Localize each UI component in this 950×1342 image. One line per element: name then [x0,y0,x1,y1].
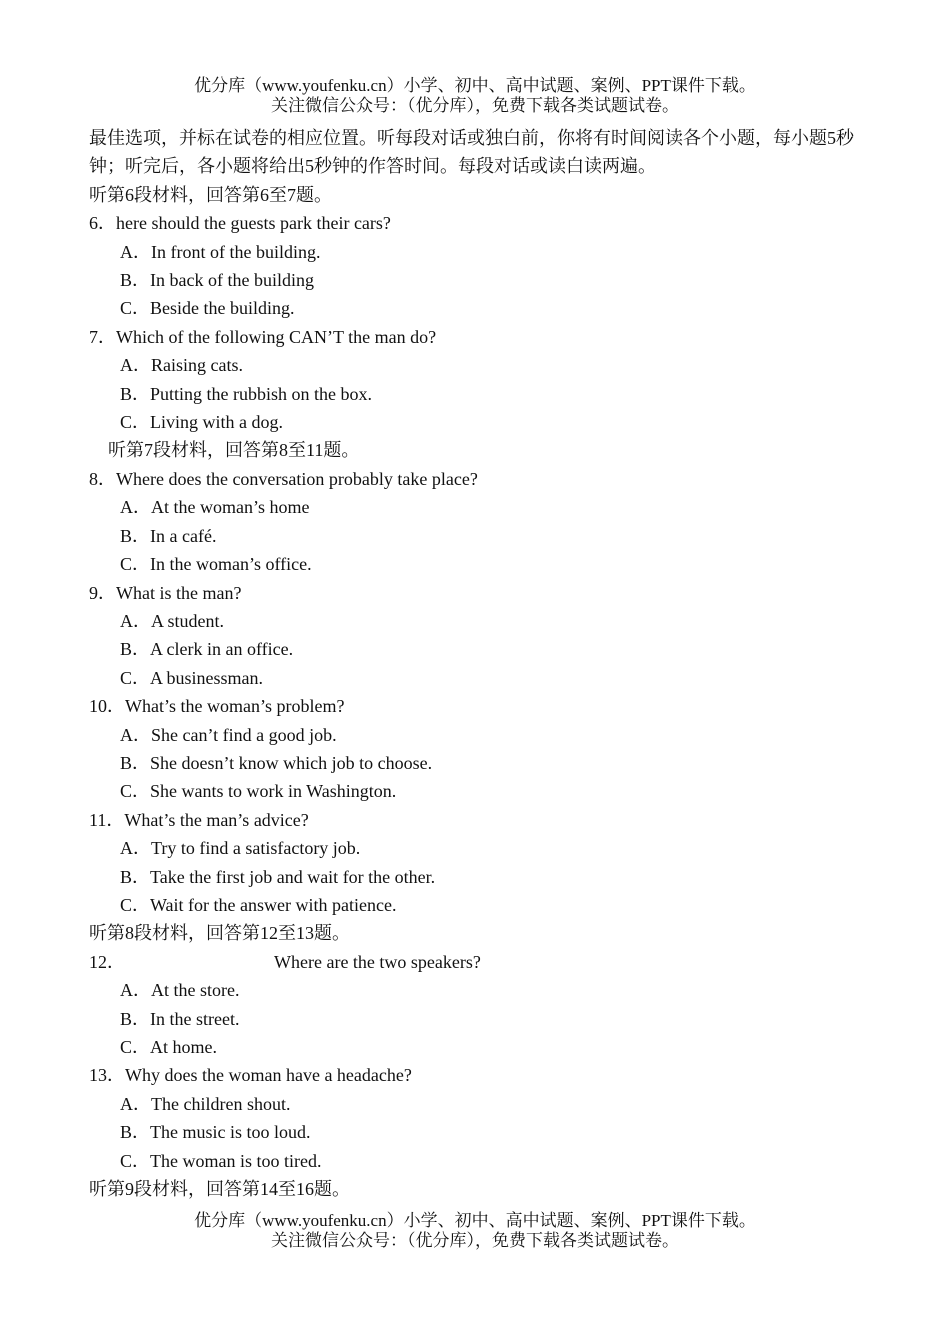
option-b: B．In the street. [120,1008,240,1029]
question-number: 9． [89,582,116,603]
question-text: Where are the two speakers? [274,951,481,972]
question-8 [89,465,869,579]
instructions-paragraph: 最佳选项，并标在试卷的相应位置。听每段对话或独白前，你将有时间阅读各个小题，每小题5秒钟；听完后，各小题将给出5秒钟的作答时间。每段对话或读白读两遍。 [89,128,854,177]
question-text: What’s the man’s advice? [124,809,309,830]
option-a: A．Try to find a satisfactory job. [120,838,361,859]
option-a: A．She can’t find a good job. [120,724,337,745]
option-b: B．In back of the building [120,270,314,291]
question-text: Where does the conversation probably take place? [116,468,478,489]
section-heading-6: 听第6段材料，回答第6至7题。 [89,184,332,205]
option-a: A．At the store. [120,980,240,1001]
question-text: Which of the following CAN’T the man do? [116,326,437,347]
option-a: A．The children shout. [120,1093,291,1114]
option-b: B．A clerk in an office. [120,639,294,660]
option-b: B．She doesn’t know which job to choose. [120,752,433,773]
question-11 [89,806,869,920]
question-text: What’s the woman’s problem? [125,696,345,717]
option-c: C．A businessman. [120,667,264,688]
header-line-2: 关注微信公众号：（优分库），免费下载各类试题试卷。 [271,96,679,115]
question-7 [89,323,869,437]
question-number: 13． [89,1065,125,1086]
option-b: B．In a café. [120,525,217,546]
option-c: C．The woman is too tired. [120,1150,322,1171]
question-text: What is the man? [116,582,242,603]
question-number: 11． [89,809,125,830]
option-a: A．In front of the building. [120,241,321,262]
option-c: C．At home. [120,1037,217,1057]
document-body [89,124,869,1203]
option-c: C．She wants to work in Washington. [120,781,397,802]
option-c: C．Living with a dog. [120,412,283,433]
option-c: C．In the woman’s office. [120,554,312,575]
question-text: Why does the woman have a headache? [125,1065,412,1086]
option-a: A．At the woman’s home [120,497,310,518]
question-13 [89,1061,869,1175]
option-a: A．Raising cats. [120,355,243,376]
question-number: 10． [89,696,125,717]
question-number: 6． [89,213,116,234]
question-number: 8． [89,468,116,489]
page-header [0,76,950,116]
question-12 [89,948,869,1062]
question-text: here should the guests park their cars? [116,213,391,234]
question-number: 12． [89,951,125,972]
option-b: B．Take the first job and wait for the other. [120,866,436,887]
header-line-1: 优分库（www.youfenku.cn）小学、初中、高中试题、案例、PPT课件下载。 [194,76,756,95]
section-heading-7: 听第7段材料，回答第8至11题。 [108,440,360,461]
section-heading-8: 听第8段材料，回答第12至13题。 [89,923,350,944]
question-6 [89,209,869,323]
footer-line-1: 优分库（www.youfenku.cn）小学、初中、高中试题、案例、PPT课件下载。 [194,1211,756,1230]
option-a: A．A student. [120,610,225,631]
option-c: C．Beside the building. [120,298,295,319]
option-c: C．Wait for the answer with patience. [120,894,397,915]
section-heading-9: 听第9段材料，回答第14至16题。 [89,1179,350,1200]
page-footer [0,1211,950,1251]
option-b: B．Putting the rubbish on the box. [120,383,372,404]
question-10 [89,692,869,806]
question-number: 7． [89,326,116,347]
footer-line-2: 关注微信公众号：（优分库），免费下载各类试题试卷。 [271,1231,679,1250]
option-b: B．The music is too loud. [120,1122,311,1143]
question-9 [89,579,869,693]
